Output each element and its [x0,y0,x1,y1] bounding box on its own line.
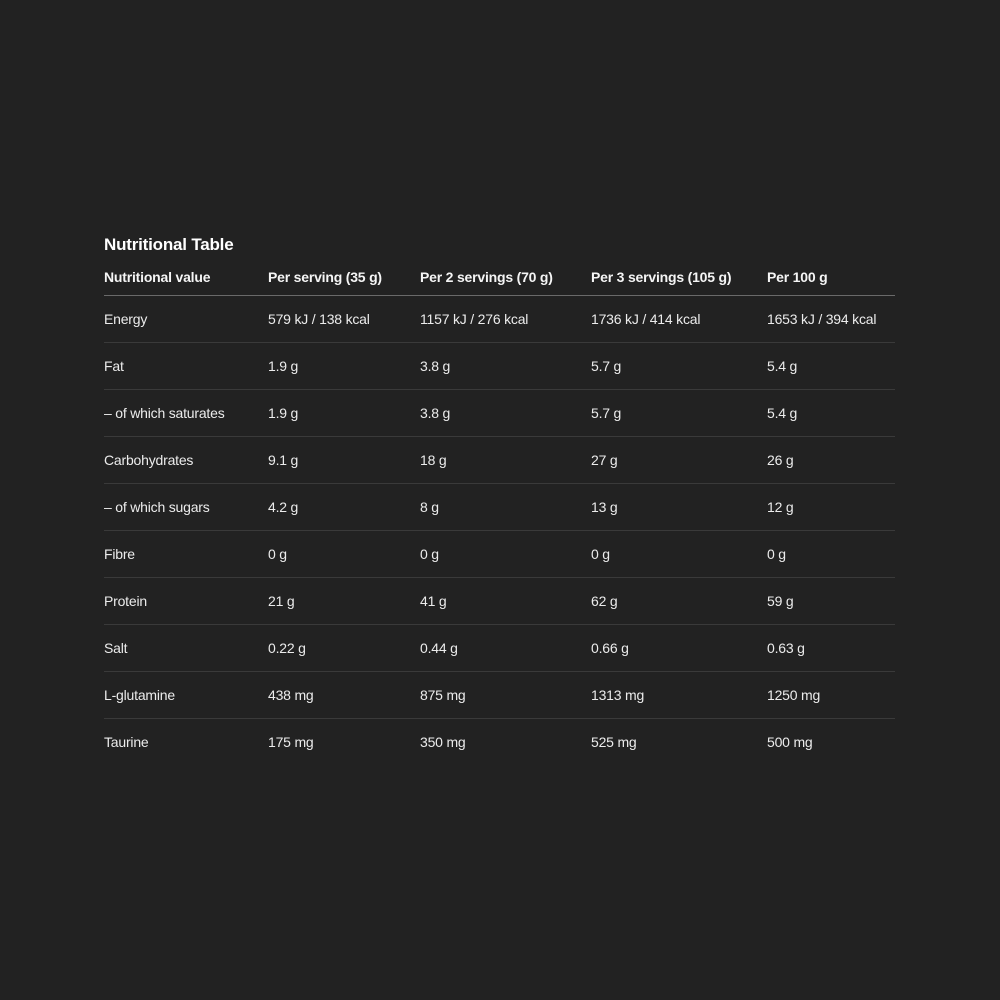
column-header-per-serving: Per serving (35 g) [268,259,420,296]
row-label: Energy [104,296,268,343]
table-cell: 21 g [268,578,420,625]
table-title: Nutritional Table [104,235,234,254]
table-cell: 175 mg [268,734,314,750]
table-cell: 0.63 g [767,625,895,672]
table-cell: 12 g [767,484,895,531]
table-cell: 27 g [591,437,767,484]
table-cell: 1157 kJ / 276 kcal [420,296,591,343]
table-cell: 525 mg [591,734,637,750]
table-row [104,484,895,531]
table-cell: 5.4 g [767,390,895,437]
table-cell: 41 g [420,578,591,625]
table-row [104,625,895,672]
table-row [104,296,895,343]
table-cell: 5.7 g [591,343,767,390]
nutrition-panel [104,233,895,765]
table-row [104,437,895,484]
table-cell: 438 mg [268,672,420,719]
table-cell: 0.22 g [268,625,420,672]
table-cell: 5.4 g [767,343,895,390]
nutrition-table [104,259,895,765]
row-label: Salt [104,625,268,672]
table-cell: 0 g [591,531,767,578]
table-cell: 59 g [767,578,895,625]
table-cell: 5.7 g [591,390,767,437]
table-cell: 1653 kJ / 394 kcal [767,296,895,343]
table-cell: 0.66 g [591,625,767,672]
row-label: Carbohydrates [104,437,268,484]
table-cell: 500 mg [767,734,813,750]
row-label: – of which sugars [104,484,268,531]
column-header-per-2-servings: Per 2 servings (70 g) [420,259,591,296]
row-label: Taurine [104,734,149,750]
column-header-per-100g: Per 100 g [767,259,895,296]
table-cell: 26 g [767,437,895,484]
row-label: Fat [104,343,268,390]
column-header-per-3-servings: Per 3 servings (105 g) [591,259,767,296]
table-row [104,390,895,437]
table-cell: 0 g [767,531,895,578]
row-label: Fibre [104,531,268,578]
table-cell: 4.2 g [268,484,420,531]
table-cell: 0.44 g [420,625,591,672]
column-header-nutritional-value: Nutritional value [104,259,268,296]
table-cell: 0 g [420,531,591,578]
table-cell: 9.1 g [268,437,420,484]
table-cell: 1.9 g [268,390,420,437]
table-cell: 350 mg [420,734,466,750]
table-cell: 875 mg [420,672,591,719]
table-row [104,578,895,625]
table-cell: 62 g [591,578,767,625]
table-cell: 8 g [420,484,591,531]
table-row [104,719,895,766]
table-cell: 1736 kJ / 414 kcal [591,296,767,343]
table-row [104,531,895,578]
table-cell: 0 g [268,531,420,578]
table-cell: 13 g [591,484,767,531]
table-cell: 579 kJ / 138 kcal [268,296,420,343]
row-label: – of which saturates [104,390,268,437]
table-cell: 1313 mg [591,672,767,719]
header-row [104,259,895,296]
table-cell: 1250 mg [767,672,895,719]
table-row [104,343,895,390]
table-row [104,672,895,719]
row-label: L-glutamine [104,672,268,719]
row-label: Protein [104,578,268,625]
table-cell: 18 g [420,437,591,484]
table-cell: 3.8 g [420,390,591,437]
table-cell: 3.8 g [420,343,591,390]
table-cell: 1.9 g [268,343,420,390]
